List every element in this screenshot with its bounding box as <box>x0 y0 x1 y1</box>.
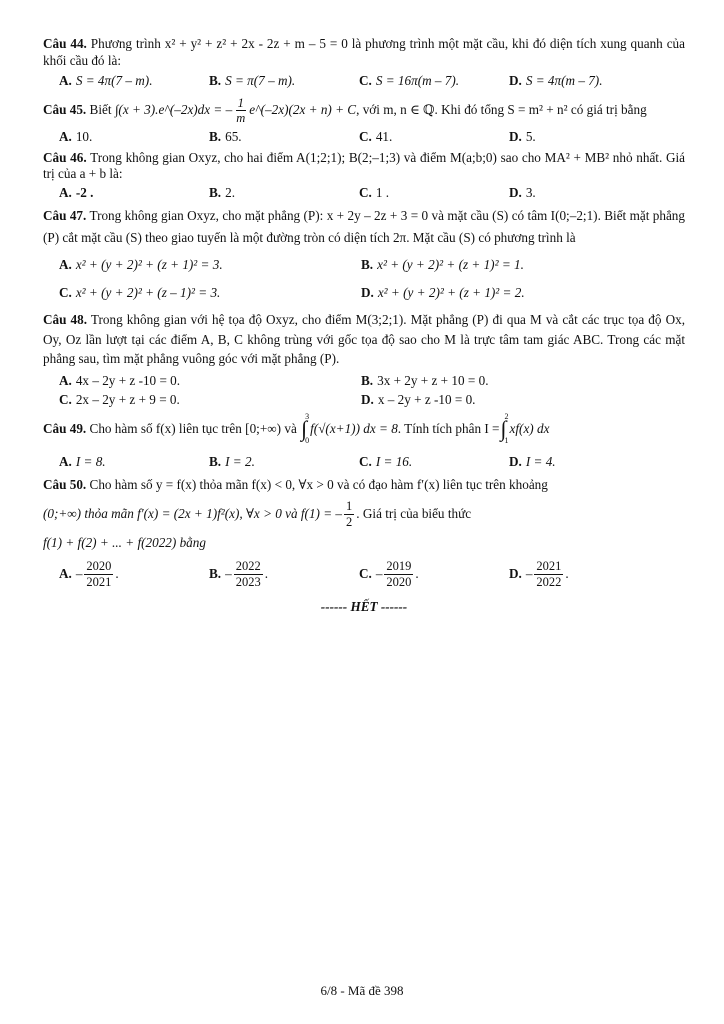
question-number: Câu 47. <box>43 208 87 224</box>
question-44 <box>43 36 685 90</box>
question-45-text <box>43 96 685 126</box>
question-number: Câu 50. <box>43 476 87 492</box>
integral-expression: ∫(x + 3).e^(–2x)dx = – <box>114 102 233 118</box>
question-number: Câu 46. <box>43 149 87 165</box>
answer-options <box>43 285 685 302</box>
answer-options <box>43 129 685 146</box>
question-50-line1 <box>43 477 685 494</box>
question-49 <box>43 412 685 471</box>
answer-options <box>43 559 685 589</box>
question-body: Trong không gian với hệ tọa độ Oxyz, cho điểm M(3;2;1). Mặt phẳng (P) đi qua M và cắt các trục tọa độ Ox, Oy, Oz lần lượt tại các điểm A, B, C không trùng với gốc tọa độ sao cho M là trực tâm tam giác ABC. Trong các mặt phẳng sau, tìm mặt phẳng vuông góc với mặt phẳng (P). <box>43 311 686 367</box>
option-b[interactable]: B. 2. <box>209 184 235 200</box>
question-number: Câu 48. <box>43 311 88 327</box>
option-c[interactable]: C. 1 . <box>359 184 390 200</box>
answer-options <box>43 185 685 202</box>
answer-options <box>43 257 685 274</box>
option-a[interactable]: A. 4x – 2y + z -10 = 0. <box>59 373 181 389</box>
option-d[interactable]: D. 5. <box>509 129 536 145</box>
option-d[interactable]: D. 3. <box>509 184 536 200</box>
option-a[interactable]: A. I = 8. <box>59 454 106 470</box>
question-44-text <box>43 36 685 69</box>
question-46 <box>43 150 685 202</box>
fraction: $\frac{1}{m}$ <box>236 95 246 125</box>
question-body: Trong không gian Oxyz, cho mặt phẳng (P): x + 2y – 2z + 3 = 0 và mặt cầu (S) có tâm I(0;–2;1). Biết mặt phẳng (P) cắt mặt cầu (S) theo giao tuyến là một đường tròn có diện tích 2π. Mặt cầu (S) có phương trình là <box>43 208 685 246</box>
answer-options <box>43 373 685 390</box>
integral-sign-icon: ∫ <box>301 416 308 442</box>
option-a[interactable]: A. -2 . <box>59 184 94 200</box>
question-body: Trong không gian Oxyz, cho hai điểm A(1;2;1); B(2;–1;3) và điểm M(a;b;0) sao cho MA² + MB² nhỏ nhất. Giá trị của a + b là: <box>43 149 686 182</box>
option-b[interactable]: B. 65. <box>209 129 242 145</box>
definite-integral: ∫ 2 1 <box>500 412 509 446</box>
question-50 <box>43 477 685 590</box>
integral-body: f(√(x+1)) dx = 8 <box>310 420 398 436</box>
question-number: Câu 45. <box>43 102 87 118</box>
question-50-line2: (0;+∞) thỏa mãn f′(x) = (2x + 1)f²(x), ∀x > 0 và f(1) = – $\frac{1}{2}$ . Giá trị của biểu thức <box>43 499 472 529</box>
option-b[interactable]: B. I = 2. <box>209 454 255 470</box>
end-marker: ------ HẾT ------ <box>320 599 408 615</box>
option-c[interactable]: C. 2x – 2y + z + 9 = 0. <box>59 391 180 407</box>
question-body-tail: , với m, n ∈ ℚ. Khi đó tổng S = m² + n² có giá trị bằng <box>356 102 647 118</box>
option-d[interactable]: D. S = 4π(m – 7). <box>509 73 603 88</box>
option-c[interactable]: C. I = 16. <box>359 454 413 470</box>
option-a[interactable]: A. x² + (y + 2)² + (z + 1)² = 3. <box>59 256 223 272</box>
option-d[interactable]: D. x² + (y + 2)² + (z + 1)² = 2. <box>361 285 525 301</box>
question-45 <box>43 96 685 146</box>
answer-options <box>43 392 685 409</box>
integral-sign-icon: ∫ <box>500 416 507 442</box>
question-50-line3: f(1) + f(2) + ... + f(2022) bằng <box>43 534 206 550</box>
option-c[interactable]: C. S = 16π(m – 7). <box>359 73 460 88</box>
answer-options <box>43 454 685 471</box>
question-body-mid: . Tính tích phân I = <box>397 420 500 436</box>
option-b[interactable]: B. x² + (y + 2)² + (z + 1)² = 1. <box>361 256 524 272</box>
option-b[interactable]: B. S = π(7 – m). <box>209 73 296 88</box>
question-47 <box>43 205 685 302</box>
answer-options <box>43 73 685 90</box>
option-b[interactable]: B. 3x + 2y + z + 10 = 0. <box>361 373 489 389</box>
option-a[interactable]: A. – $\frac{2020}{2021}$ . <box>59 559 119 589</box>
option-b[interactable]: B. – $\frac{2022}{2023}$ . <box>209 559 268 589</box>
question-46-text <box>43 150 685 183</box>
option-c[interactable]: C. x² + (y + 2)² + (z – 1)² = 3. <box>59 285 221 301</box>
option-c[interactable]: C. 41. <box>359 129 393 145</box>
exam-page <box>43 36 685 616</box>
fraction: $\frac{1}{2}$ <box>346 499 353 529</box>
question-number: Câu 49. <box>43 420 87 436</box>
question-body: Biết <box>89 102 112 118</box>
option-d[interactable]: D. x – 2y + z -10 = 0. <box>361 391 476 407</box>
question-49-text <box>43 412 685 446</box>
question-body: Cho hàm số f(x) liên tục trên [0;+∞) và <box>89 420 297 436</box>
question-body: Phương trình x² + y² + z² + 2x - 2z + m – 5 = 0 là phương trình một mặt cầu, khi đó diện tích xung quanh của khối cầu đó là: <box>43 36 685 68</box>
option-d[interactable]: D. – $\frac{2021}{2022}$ . <box>509 559 569 589</box>
option-d[interactable]: D. I = 4. <box>509 454 556 470</box>
question-47-text <box>43 205 685 249</box>
definite-integral: ∫ 3 0 <box>301 412 310 446</box>
option-a[interactable]: A. S = 4π(7 – m). <box>59 73 153 88</box>
option-c[interactable]: C. – $\frac{2019}{2020}$ . <box>359 559 419 589</box>
option-a[interactable]: A. 10. <box>59 129 93 145</box>
question-body: Cho hàm số y = f(x) thỏa mãn f(x) < 0, ∀x > 0 và có đạo hàm f′(x) liên tục trên khoảng <box>89 476 548 492</box>
question-number: Câu 44. <box>43 36 87 51</box>
question-48 <box>43 310 685 408</box>
page-footer: 6/8 - Mã đề 398 <box>320 983 404 998</box>
integral-body: xf(x) dx <box>509 420 550 436</box>
question-48-text <box>43 310 685 369</box>
integral-result: e^(–2x)(2x + n) + C <box>249 102 357 118</box>
